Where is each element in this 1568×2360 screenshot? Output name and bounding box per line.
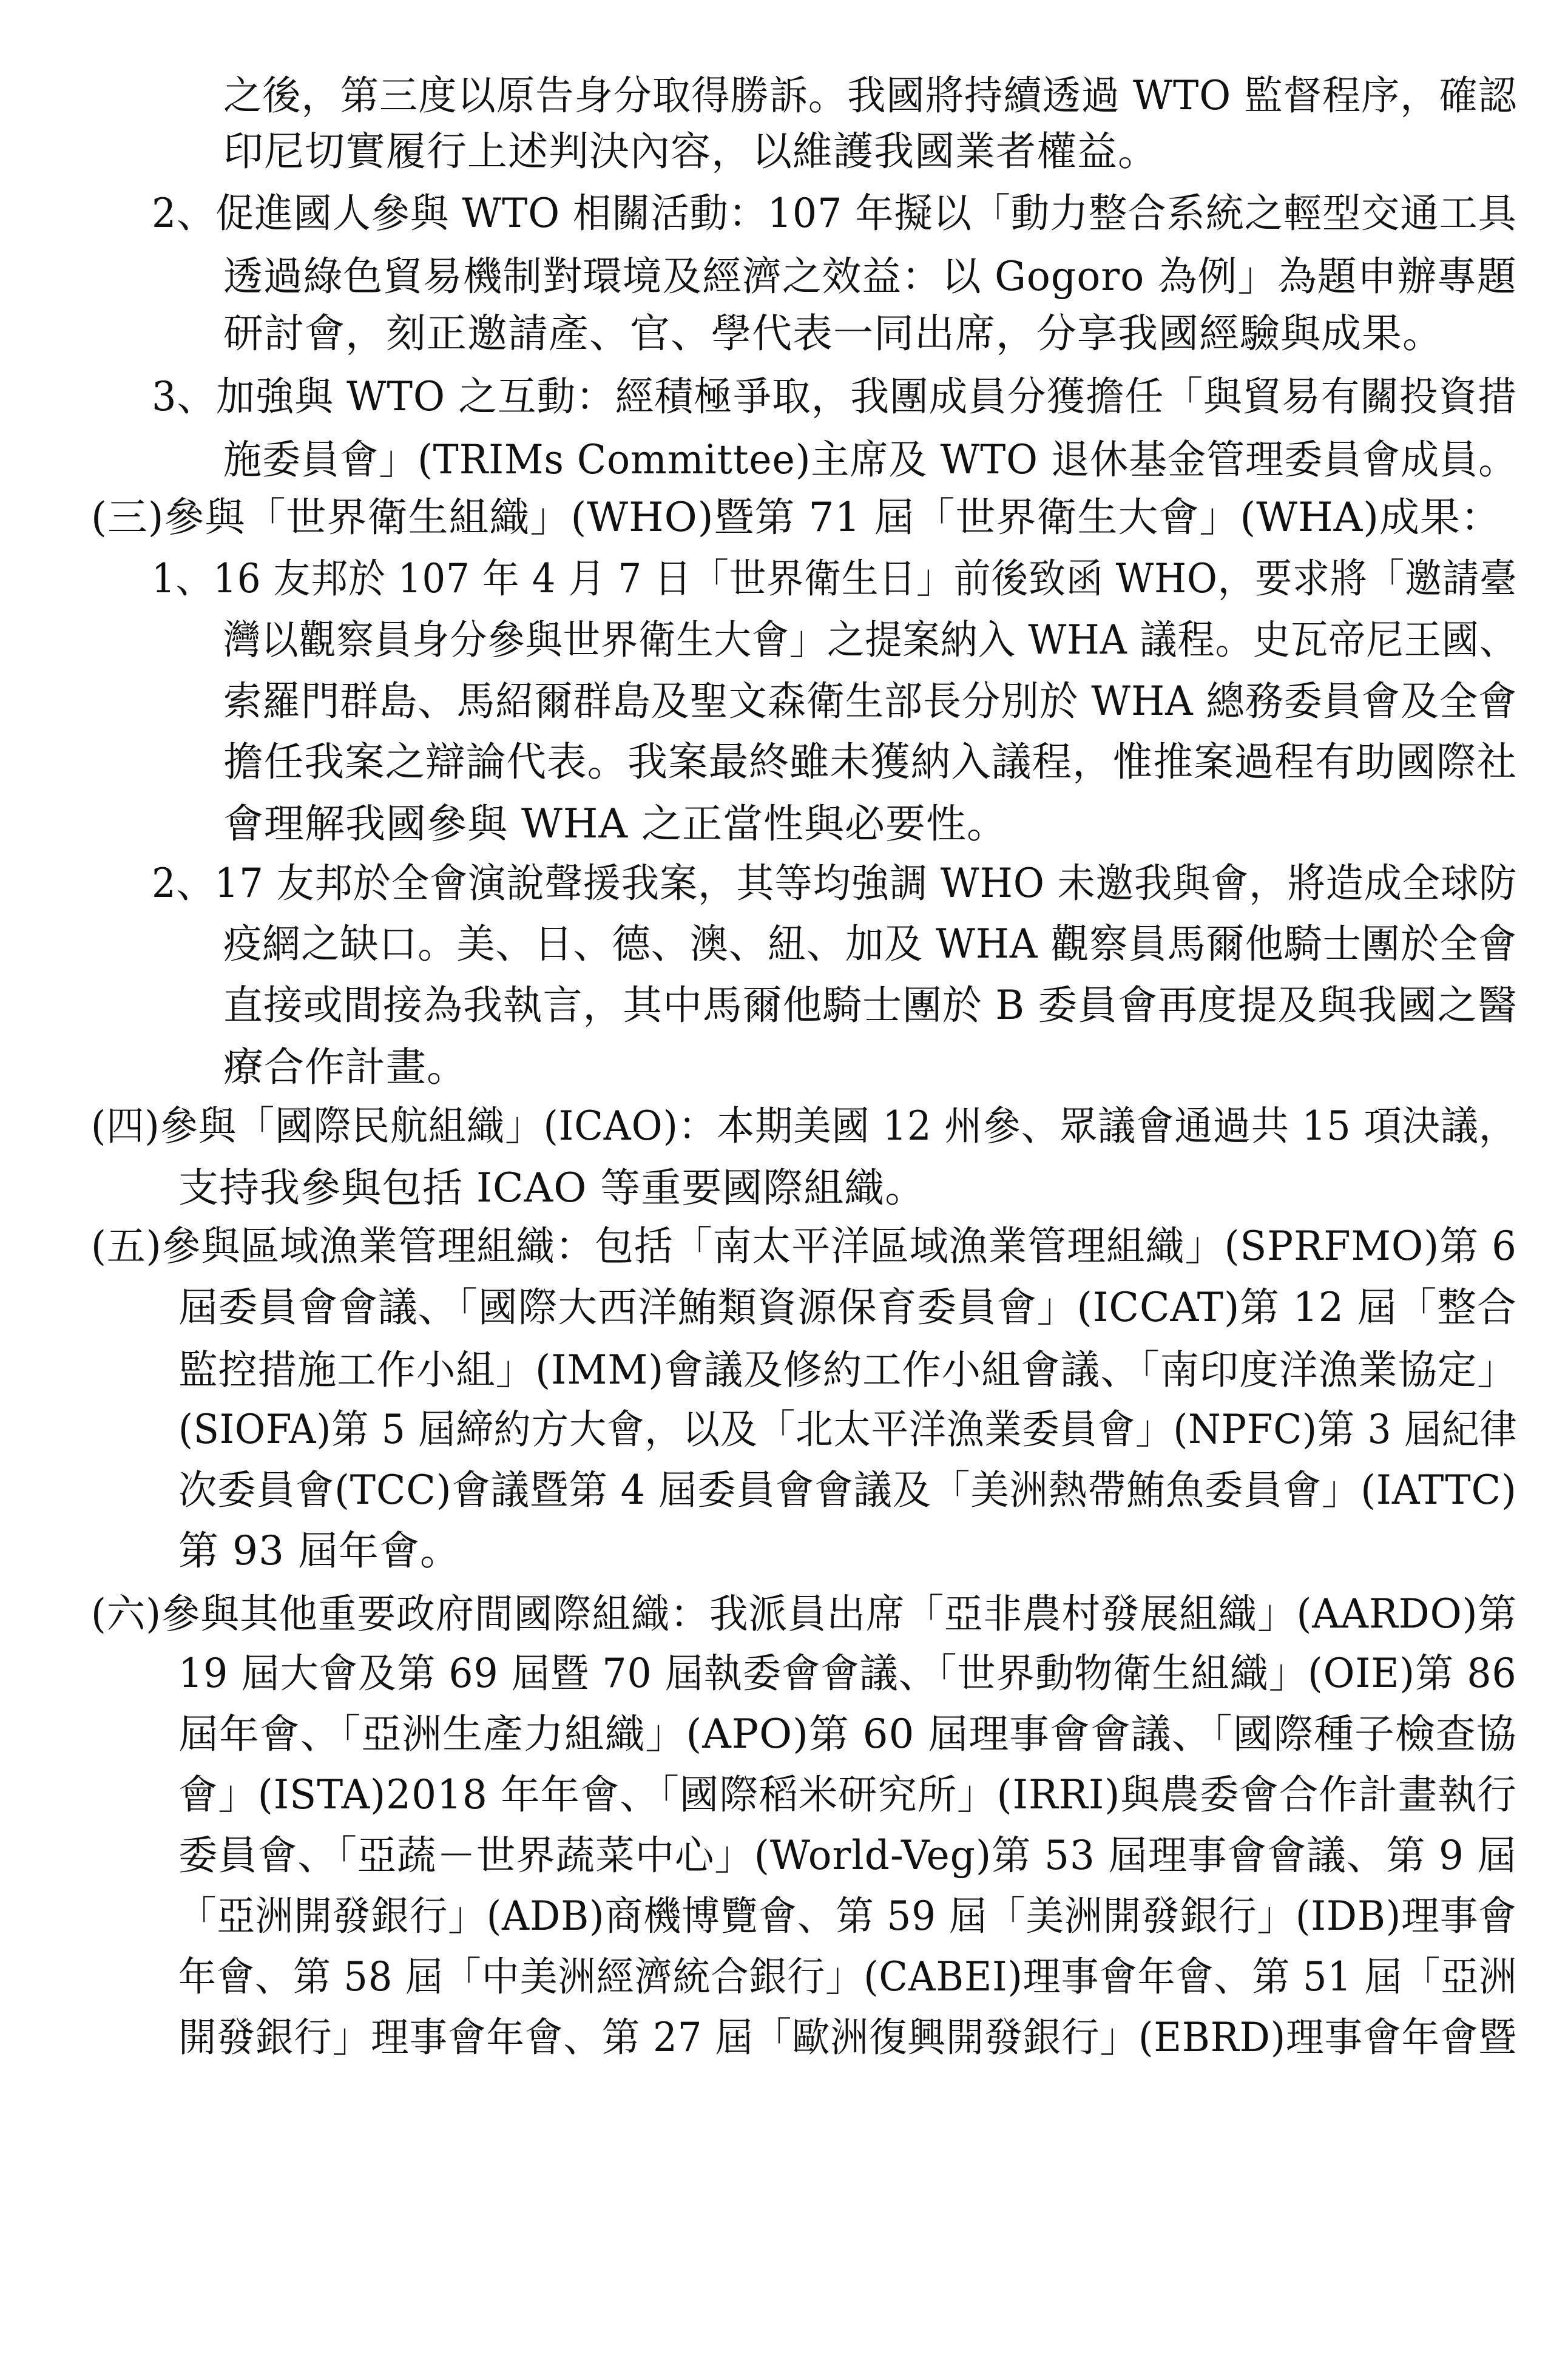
text-line: 擔任我案之辯論代表。我案最終雖未獲納入議程，惟推案過程有助國際社 bbox=[223, 739, 1517, 785]
text-line: 屆年會、「亞洲生產力組織」(APO)第 60 屆理事會會議、「國際種子檢查協 bbox=[178, 1711, 1517, 1757]
text-line: 「亞洲開發銀行」(ADB)商機博覽會、第 59 屆「美洲開發銀行」(IDB)理事會 bbox=[178, 1893, 1517, 1939]
text-line: 年會、第 58 屆「中美洲經濟統合銀行」(CABEI)理事會年會、第 51 屆「亞洲 bbox=[178, 1953, 1518, 2000]
list-item-line: 3、加強與 WTO 之互動：經積極爭取，我團成員分獲擔任「與貿易有關投資措 bbox=[152, 373, 1517, 420]
section-heading-line: (四)參與「國際民航組織」(ICAO)：本期美國 12 州參、眾議會通過共 15 項決議， bbox=[91, 1103, 1518, 1149]
text-line: 次委員會(TCC)會議暨第 4 屆委員會會議及「美洲熱帶鮪魚委員會」(IATTC) bbox=[178, 1467, 1517, 1513]
text-line: 會理解我國參與 WHA 之正當性與必要性。 bbox=[223, 800, 1008, 847]
text-line: 索羅門群島、馬紹爾群島及聖文森衛生部長分別於 WHA 總務委員會及全會 bbox=[223, 678, 1518, 725]
text-line: 施委員會」(TRIMs Committee)主席及 WTO 退休基金管理委員會成員。 bbox=[223, 436, 1518, 483]
text-line: 印尼切實履行上述判決內容，以維護我國業者權益。 bbox=[223, 128, 1158, 175]
text-line: 監控措施工作小組」(IMM)會議及修約工作小組會議、「南印度洋漁業協定」 bbox=[178, 1347, 1517, 1393]
text-line: 屆委員會會議、「國際大西洋鮪類資源保育委員會」(ICCAT)第 12 屆「整合 bbox=[178, 1284, 1517, 1331]
text-line: 灣以觀察員身分參與世界衛生大會」之提案納入 WHA 議程。史瓦帝尼王國、 bbox=[223, 617, 1518, 663]
text-line: 直接或間接為我執言，其中馬爾他騎士團於 B 委員會再度提及與我國之醫 bbox=[223, 982, 1518, 1029]
text-line: 疫網之缺口。美、日、德、澳、紐、加及 WHA 觀察員馬爾他騎士團於全會 bbox=[223, 921, 1518, 967]
text-line: 支持我參與包括 ICAO 等重要國際組織。 bbox=[178, 1165, 926, 1211]
text-line: 委員會、「亞蔬－世界蔬菜中心」(World-Veg)第 53 屆理事會會議、第 9 屆 bbox=[178, 1832, 1517, 1879]
text-line: 透過綠色貿易機制對環境及經濟之效益：以 Gogoro 為例」為題申辦專題 bbox=[223, 253, 1517, 300]
text-line: 19 屆大會及第 69 屆暨 70 屆執委會會議、「世界動物衛生組織」(OIE)第 86 bbox=[178, 1650, 1517, 1697]
list-item-line: 1、16 友邦於 107 年 4 月 7 日「世界衛生日」前後致函 WHO，要求將「邀請臺 bbox=[152, 555, 1518, 602]
section-heading-line: (六)參與其他重要政府間國際組織：我派員出席「亞非農村發展組織」(AARDO)第 bbox=[91, 1591, 1517, 1637]
text-line: 研討會，刻正邀請產、官、學代表一同出席，分享我國經驗與成果。 bbox=[223, 310, 1443, 357]
text-line: 療合作計畫。 bbox=[223, 1044, 467, 1090]
list-item-line: 2、17 友邦於全會演說聲援我案，其等均強調 WHO 未邀我與會，將造成全球防 bbox=[152, 860, 1518, 907]
list-item-line: 2、促進國人參與 WTO 相關活動：107 年擬以「動力整合系統之輕型交通工具 bbox=[152, 190, 1517, 237]
text-line: 會」(ISTA)2018 年年會、「國際稻米研究所」(IRRI)與農委會合作計畫執行 bbox=[178, 1771, 1517, 1818]
text-line: 第 93 屆年會。 bbox=[178, 1527, 461, 1574]
text-line: 之後，第三度以原告身分取得勝訴。我國將持續透過 WTO 監督程序，確認 bbox=[223, 72, 1518, 119]
text-line: 開發銀行」理事會年會、第 27 屆「歐洲復興開發銀行」(EBRD)理事會年會暨 bbox=[178, 2014, 1517, 2061]
section-heading-line: (五)參與區域漁業管理組織：包括「南太平洋區域漁業管理組織」(SPRFMO)第 6 bbox=[91, 1223, 1517, 1270]
section-heading-line: (三)參與「世界衛生組織」(WHO)暨第 71 屆「世界衛生大會」(WHA)成果： bbox=[91, 494, 1501, 541]
text-line: (SIOFA)第 5 屆締約方大會，以及「北太平洋漁業委員會」(NPFC)第 3 屆紀律 bbox=[178, 1406, 1518, 1453]
